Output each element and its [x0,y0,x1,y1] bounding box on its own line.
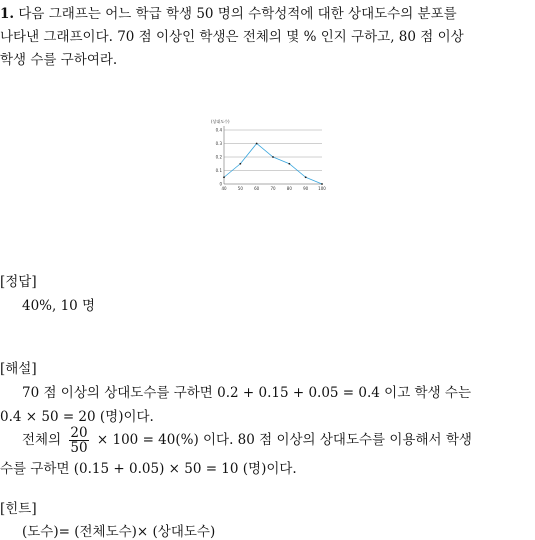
question-line-1 [0,2,457,22]
series-line [224,144,322,185]
hint-text: (도수)= (전체도수)× (상대도수) [22,524,216,540]
question-text-1: 다음 그래프는 어느 학급 학생 50 명의 수학성적에 대한 상대도수의 분포를 [18,6,457,22]
x-tick-label: 90 [303,186,309,191]
explanation-line-3 [22,426,472,455]
y-tick-label: 0 [219,181,222,187]
y-tick-label: 0.4 [215,127,222,133]
x-tick-label: 60 [254,186,260,191]
fraction-numerator: 20 [70,425,88,441]
x-tick-label: 40 [221,186,227,191]
y-tick-label: 0.3 [215,141,222,146]
fraction-denominator: 50 [70,440,88,456]
x-tick-label: 70 [270,186,276,191]
explanation-line-4: 수를 구하면 (0.15 + 0.05) × 50 = 10 (명)이다. [0,461,297,477]
data-point [321,183,323,185]
x-tick-label: 50 [237,186,243,191]
x-tick-label: 80 [286,186,292,191]
data-point [272,156,274,158]
question-number: 1. [0,6,15,22]
explanation-line-3-pre: 전체의 [22,432,62,448]
x-tick-label: 100 [318,186,326,191]
question-line-3: 학생 수를 구하여라. [0,52,118,68]
data-point [223,176,225,178]
explanation-line-2: 0.4 × 50 = 20 (명)이다. [0,409,154,425]
data-point [288,163,290,165]
data-point [256,143,258,145]
answer-heading: [정답] [0,274,37,290]
explanation-line-3-post: × 100 = 40(%) 이다. 80 점 이상의 상대도수를 이용해서 학생 [96,432,472,448]
data-point [239,163,241,165]
fraction [69,426,88,455]
y-tick-label: 0.1 [215,168,222,173]
chart-series [223,143,323,185]
y-tick-label: 0.2 [215,154,222,160]
y-axis-label: (상대도수) [211,119,230,124]
chart-ticks [216,128,327,192]
answer-text: 40%, 10 명 [22,298,96,314]
explanation-line-1: 70 점 이상의 상대도수를 구하면 0.2 + 0.15 + 0.05 = 0.4 이고 학생 수는 [22,385,471,401]
question-line-2: 나타낸 그래프이다. 70 점 이상인 학생은 전체의 몇 % 인지 구하고, 80 점 이상 [0,29,464,45]
relative-frequency-chart [208,118,328,192]
hint-heading: [힌트] [0,501,37,517]
explanation-heading: [해설] [0,361,37,377]
data-point [305,176,307,178]
chart-grid [224,126,322,184]
